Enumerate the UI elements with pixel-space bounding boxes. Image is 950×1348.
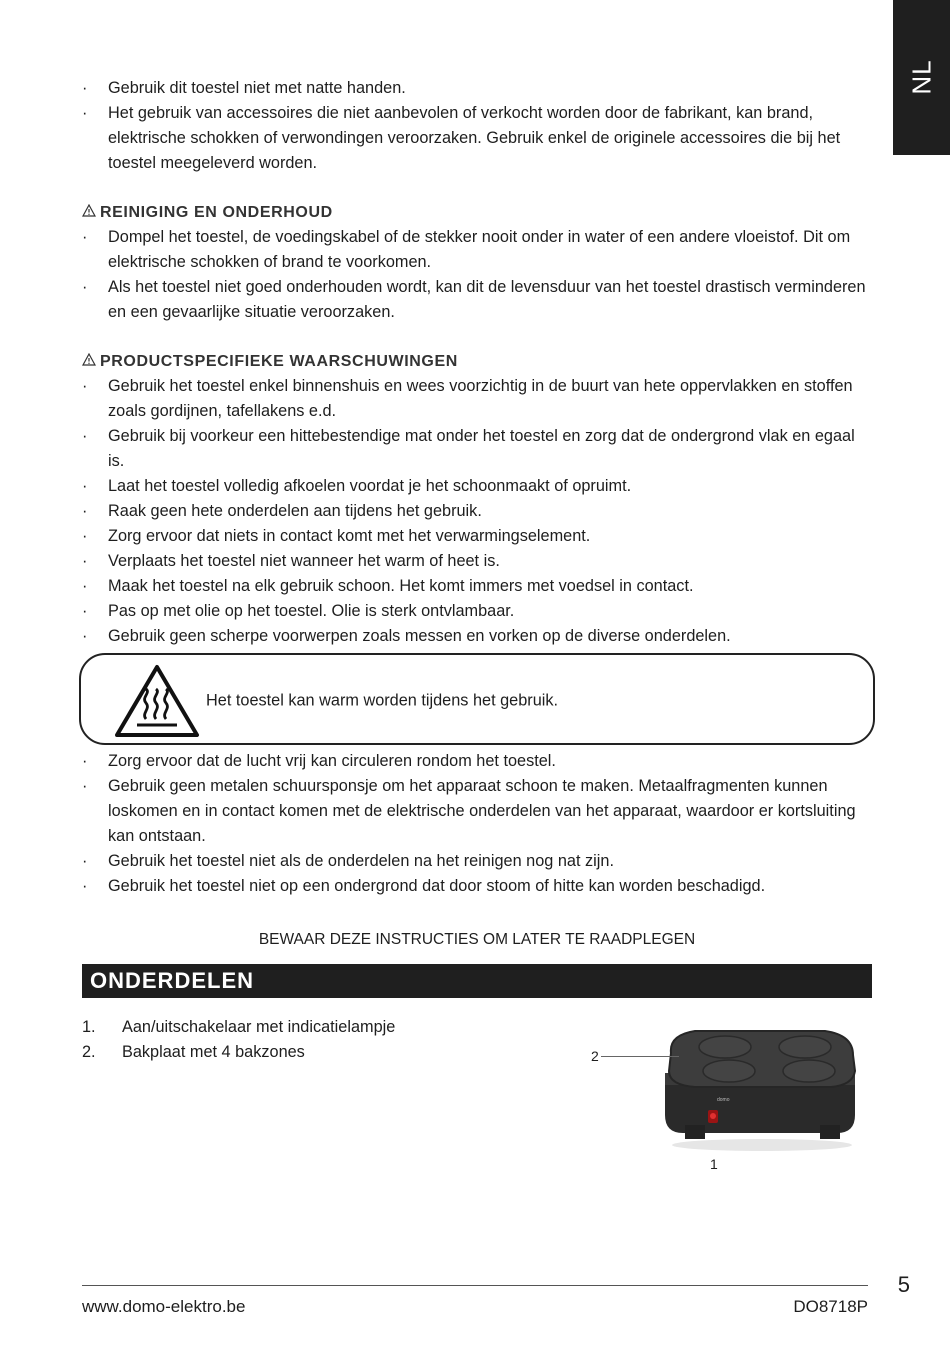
callout-label-1: 1	[710, 1156, 718, 1172]
hot-surface-notice	[79, 653, 875, 745]
list-item: · Gebruik geen metalen schuursponsje om het apparaat schoon te maken. Metaalfragmenten kunnen loskomen en in contact komen met de elektrische onderdelen van het apparaat, waardoor er kortsluiting kan ontstaan.	[82, 774, 872, 849]
intro-list	[82, 76, 872, 176]
language-label: NL	[906, 59, 936, 95]
device-brand: domo	[717, 1097, 730, 1103]
product-warnings-list-continued	[82, 749, 872, 899]
list-item: · Gebruik het toestel niet als de onderdelen na het reinigen nog nat zijn.	[82, 849, 872, 874]
section-heading-cleaning	[82, 200, 872, 225]
list-item: · Maak het toestel na elk gebruik schoon. Het komt immers met voedsel in contact.	[82, 574, 872, 599]
list-item: · Gebruik bij voorkeur een hittebestendige mat onder het toestel en zorg dat de ondergrond vlak en egaal is.	[82, 424, 872, 474]
list-item: · Het gebruik van accessoires die niet aanbevolen of verkocht worden door de fabrikant, kan brand, elektrische schokken of verwondingen veroorzaken. Gebruik enkel de originele accessoires die bij het toestel meegeleverd worden.	[82, 101, 872, 176]
cleaning-list	[82, 225, 872, 325]
page-number: 5	[897, 1272, 910, 1297]
warning-triangle-icon	[82, 349, 96, 374]
footer-divider	[82, 1285, 868, 1286]
item-number: 2.	[82, 1043, 96, 1061]
section-title: REINIGING EN ONDERHOUD	[100, 204, 333, 221]
product-warnings-list	[82, 374, 872, 649]
list-item: · Pas op met olie op het toestel. Olie is sterk ontvlambaar.	[82, 599, 872, 624]
warning-triangle-icon	[82, 200, 96, 225]
callout-label-2: 2	[591, 1048, 599, 1064]
item-label: Bakplaat met 4 bakzones	[122, 1043, 305, 1061]
list-item: · Als het toestel niet goed onderhouden wordt, kan dit de levensduur van het toestel drastisch verminderen en een gevaarlijke situatie veroorzaken.	[82, 275, 872, 325]
parts-heading: ONDERDELEN	[82, 964, 872, 998]
section-title: PRODUCTSPECIFIEKE WAARSCHUWINGEN	[100, 353, 458, 370]
notice-text: Het toestel kan warm worden tijdens het gebruik.	[206, 691, 559, 710]
list-item: · Gebruik dit toestel niet met natte handen.	[82, 76, 872, 101]
list-item: · Gebruik het toestel niet op een ondergrond dat door stoom of hitte kan worden beschadigd.	[82, 874, 872, 899]
product-illustration	[655, 1005, 870, 1155]
list-item: · Zorg ervoor dat de lucht vrij kan circuleren rondom het toestel.	[82, 749, 872, 774]
section-heading-product	[82, 349, 872, 374]
list-item: · Zorg ervoor dat niets in contact komt met het verwarmingselement.	[82, 524, 872, 549]
page-content	[82, 76, 872, 1065]
item-label: Aan/uitschakelaar met indicatielampje	[122, 1018, 396, 1036]
item-number: 1.	[82, 1018, 96, 1036]
list-item: · Laat het toestel volledig afkoelen voordat je het schoonmaakt of opruimt.	[82, 474, 872, 499]
footer-model: DO8718P	[793, 1297, 868, 1316]
keep-instructions-note: BEWAAR DEZE INSTRUCTIES OM LATER TE RAADPLEGEN	[258, 931, 696, 948]
list-item: · Gebruik het toestel enkel binnenshuis en wees voorzichtig in de buurt van hete oppervlakken en stoffen zoals gordijnen, tafellakens e.d.	[82, 374, 872, 424]
list-item: · Raak geen hete onderdelen aan tijdens het gebruik.	[82, 499, 872, 524]
footer-website: www.domo-elektro.be	[82, 1297, 246, 1316]
list-item: · Verplaats het toestel niet wanneer het warm of heet is.	[82, 549, 872, 574]
callout-line-2	[601, 1056, 679, 1057]
language-tab	[893, 0, 950, 155]
list-item: · Dompel het toestel, de voedingskabel of de stekker nooit onder in water of een andere vloeistof. Dit om elektrische schokken of brand te voorkomen.	[82, 225, 872, 275]
hot-surface-warning-icon	[113, 663, 201, 739]
list-item: · Gebruik geen scherpe voorwerpen zoals messen en vorken op de diverse onderdelen.	[82, 624, 872, 649]
